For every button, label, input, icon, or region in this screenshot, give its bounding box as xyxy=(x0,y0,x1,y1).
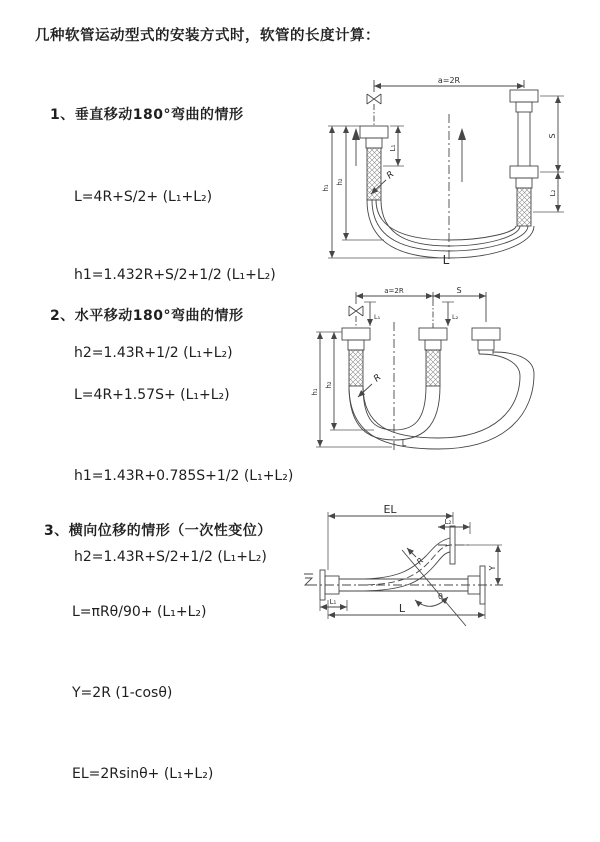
dim-label-l1: L₁ xyxy=(389,144,397,152)
formula-line: h2=1.43R+S/2+1/2 (L₁+L₂) xyxy=(74,549,267,565)
section-3-formulas xyxy=(72,545,213,842)
section-2-heading: 2、水平移动180°弯曲的情形 xyxy=(50,308,244,324)
formula-line: h1=1.43R+0.785S+1/2 (L₁+L₂) xyxy=(74,468,294,484)
formula-line: EL=2Rsinθ+ (L₁+L₂) xyxy=(72,766,214,782)
figure-horizontal-180-bend xyxy=(308,282,600,454)
dim-label-s: S xyxy=(456,286,462,295)
centerline-mark xyxy=(304,574,313,585)
hose-s-curve xyxy=(339,538,450,591)
angle-label: θ xyxy=(438,592,443,601)
dim-label-l2: L₂ xyxy=(549,189,557,197)
formula-line: Y=2R (1-cosθ) xyxy=(72,685,173,701)
hose-u-bend xyxy=(367,200,534,258)
length-label: L xyxy=(401,439,407,448)
dim-label-h1: h₁ xyxy=(311,388,319,396)
radius-label: R xyxy=(385,169,397,182)
formula-line: L=πRθ/90+ (L₁+L₂) xyxy=(72,604,207,620)
dim-label-s: S xyxy=(548,133,557,139)
dim-label-y: Y xyxy=(488,565,497,571)
dim-label-h2: h₂ xyxy=(325,381,333,389)
formula-line: L=4R+S/2+ (L₁+L₂) xyxy=(74,189,213,205)
radius-label: R xyxy=(415,556,426,567)
formula-line: L=4R+1.57S+ (L₁+L₂) xyxy=(74,387,230,403)
formula-line: h2=1.43R+1/2 (L₁+L₂) xyxy=(74,345,233,361)
hose-u-bend xyxy=(349,352,534,449)
dim-label-a2r: a=2R xyxy=(437,76,461,85)
length-label: L xyxy=(442,253,450,267)
radius-label: R xyxy=(372,372,384,385)
section-3-heading: 3、横向位移的情形（一次性变位） xyxy=(44,523,272,539)
dim-label-l2: L₂ xyxy=(444,518,452,526)
valve-icon xyxy=(367,94,381,104)
dim-label-l2: L₂ xyxy=(452,313,459,321)
formula-line: h1=1.432R+S/2+1/2 (L₁+L₂) xyxy=(74,267,276,283)
dim-label-l1: L₁ xyxy=(374,313,381,321)
hose-end-fitting xyxy=(510,90,538,226)
hose-end-fitting xyxy=(419,328,447,386)
figure-lateral-displacement xyxy=(298,500,598,658)
hose-end-fitting xyxy=(360,126,388,200)
valve-icon xyxy=(349,306,363,316)
dim-label-l1: L₁ xyxy=(329,598,337,606)
dim-label-h2: h₂ xyxy=(336,178,344,186)
dim-label-a2r: a=2R xyxy=(384,287,404,295)
dim-label-h1: h₁ xyxy=(322,184,330,192)
hose-end-fitting xyxy=(472,328,500,354)
section-1-heading: 1、垂直移动180°弯曲的情形 xyxy=(50,107,244,123)
page-title: 几种软管运动型式的安装方式时，软管的长度计算： xyxy=(35,28,380,44)
hose-end-fitting xyxy=(342,328,370,386)
figure-vertical-180-bend xyxy=(312,70,592,265)
dim-label-el: EL xyxy=(383,503,397,516)
length-label: L xyxy=(398,602,406,615)
